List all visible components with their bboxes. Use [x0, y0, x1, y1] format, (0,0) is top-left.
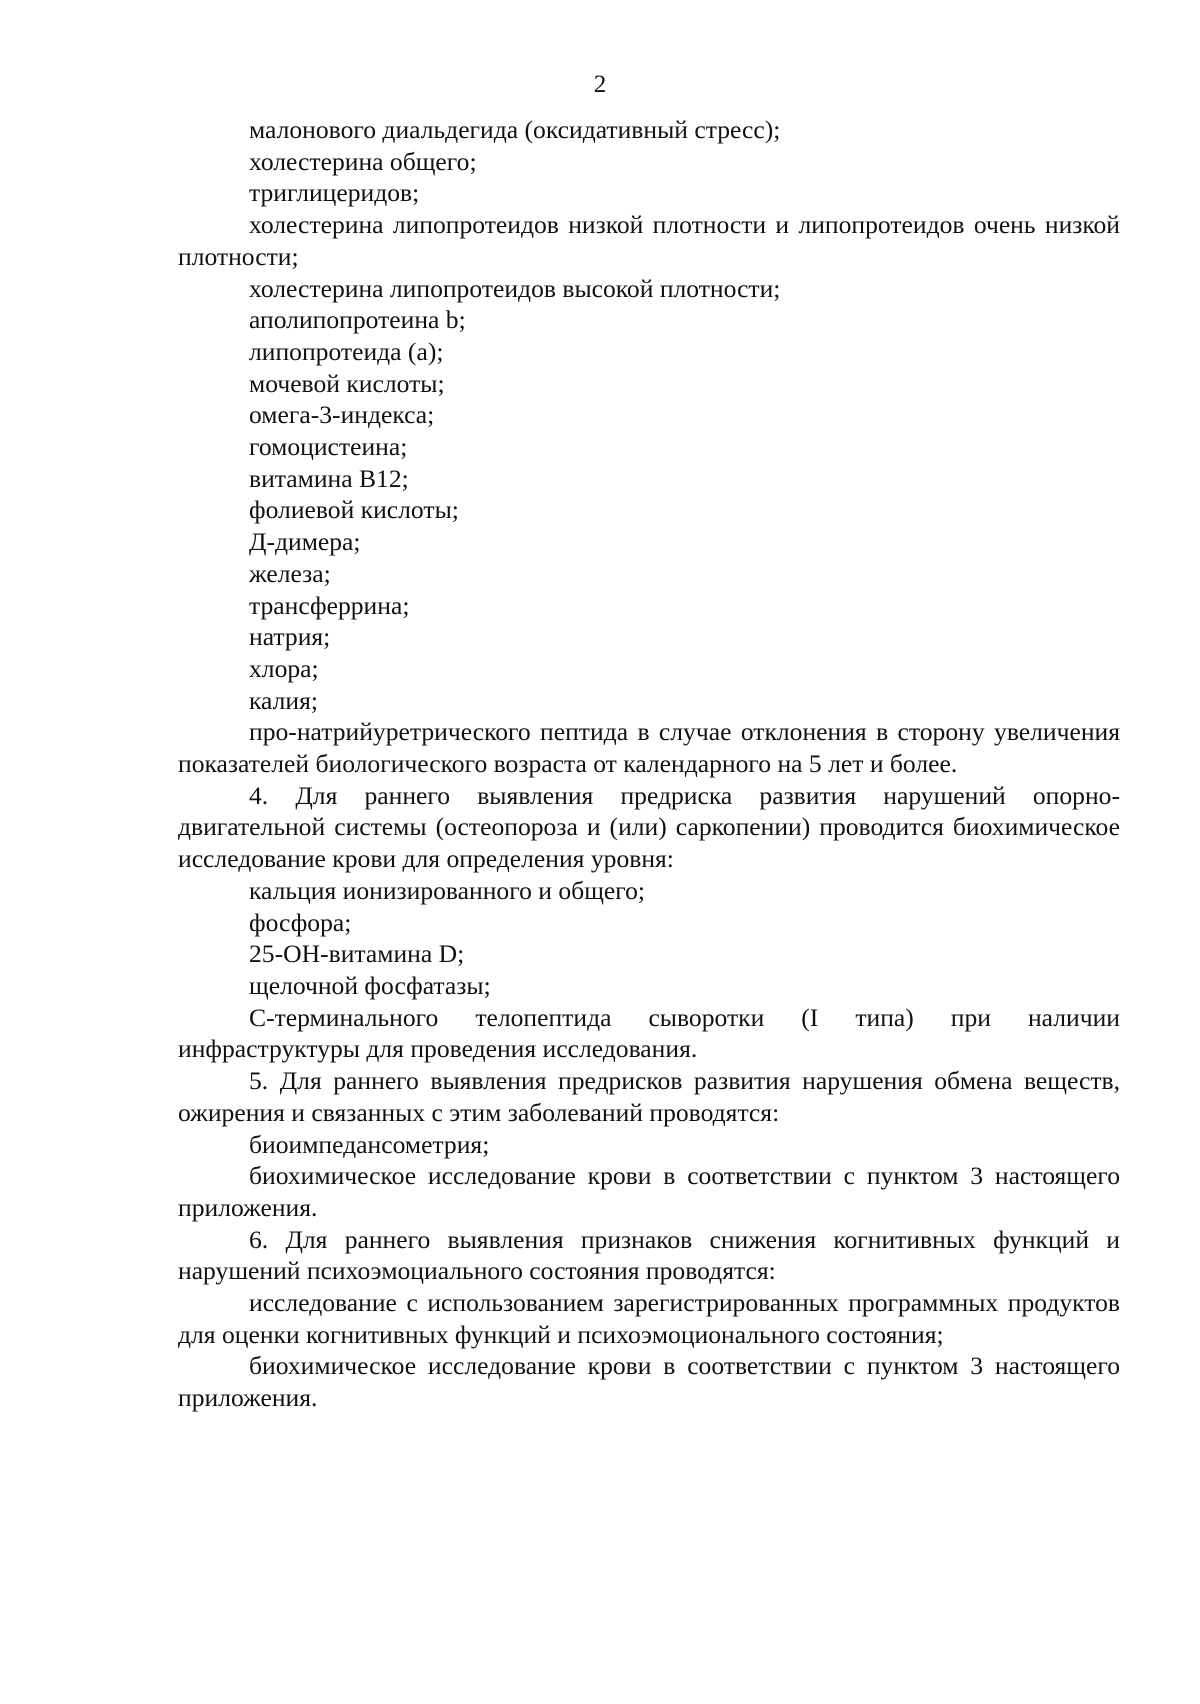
list-item-triglycerides: триглицеридов; — [249, 178, 420, 208]
list-item-omega-3-index: омега-3-индекса; — [249, 400, 435, 430]
section-4-paragraph: 4. Для раннего выявления предриска развития нарушений опорно-двигательной системы (остеопороза и (или) саркопении) проводится биохимическое исследование крови для определения уровня: — [178, 780, 1120, 874]
list-item-homocysteine: гомоцистеина; — [249, 432, 408, 462]
list-item-vitamin-b12: витамина В12; — [249, 463, 409, 493]
list-item-d-dimer: Д-димера; — [249, 527, 361, 557]
list-item-alkaline-phosphatase: щелочной фосфатазы; — [249, 970, 491, 1000]
list-item-vitamin-d: 25-ОН-витамина D; — [249, 939, 465, 969]
list-item-potassium: калия; — [249, 685, 318, 715]
list-item-uric-acid: мочевой кислоты; — [249, 368, 445, 398]
list-item-chlorine: хлора; — [249, 653, 319, 683]
section-5-paragraph: 5. Для раннего выявления предрисков развития нарушения обмена веществ, ожирения и связанных с этим заболеваний проводятся: — [178, 1066, 1120, 1127]
list-item-folic-acid: фолиевой кислоты; — [249, 495, 459, 525]
list-item-biochem-blood-test-6: биохимическое исследование крови в соответствии с пунктом 3 настоящего приложения. — [178, 1351, 1120, 1413]
list-item-transferrin: трансферрина; — [249, 590, 410, 620]
list-item-hdl-cholesterol: холестерина липопротеидов высокой плотности; — [249, 273, 781, 303]
list-item-malondialdehyde: малонового диальдегида (оксидативный стресс); — [249, 115, 781, 144]
list-item-software-assessment: исследование с использованием зарегистрированных программных продуктов для оценки когнитивных функций и психоэмоционального состояния; — [178, 1288, 1120, 1349]
page-number: 2 — [593, 71, 607, 98]
list-item-iron: железа; — [249, 558, 331, 588]
list-item-sodium: натрия; — [249, 622, 331, 652]
list-item-natriuretic-peptide: про-натрийуретрического пептида в случае отклонения в сторону увеличения показателей биологического возраста от календарного на 5 лет и более. — [178, 717, 1120, 779]
list-item-biochem-blood-test-5: биохимическое исследование крови в соответствии с пунктом 3 настоящего приложения. — [178, 1161, 1120, 1222]
list-item-ldl-vldl-cholesterol: холестерина липопротеидов низкой плотности и липопротеидов очень низкой плотности; — [178, 210, 1120, 271]
section-6-paragraph: 6. Для раннего выявления признаков снижения когнитивных функций и нарушений психоэмоциального состояния проводятся: — [178, 1224, 1120, 1286]
list-item-phosphorus: фосфора; — [249, 907, 352, 937]
list-item-apolipoprotein-b: аполипопротеина b; — [249, 305, 466, 335]
document-body — [178, 114, 1120, 1414]
list-item-total-cholesterol: холестерина общего; — [249, 146, 477, 176]
list-item-lipoprotein-a: липопротеида (а); — [249, 336, 444, 366]
list-item-calcium: кальция ионизированного и общего; — [249, 875, 646, 905]
list-item-bioimpedance: биоимпедансометрия; — [249, 1129, 490, 1159]
list-item-c-telopeptide: С-терминального телопептида сыворотки (I типа) при наличии инфраструктуры для проведения исследования. — [178, 1002, 1120, 1064]
